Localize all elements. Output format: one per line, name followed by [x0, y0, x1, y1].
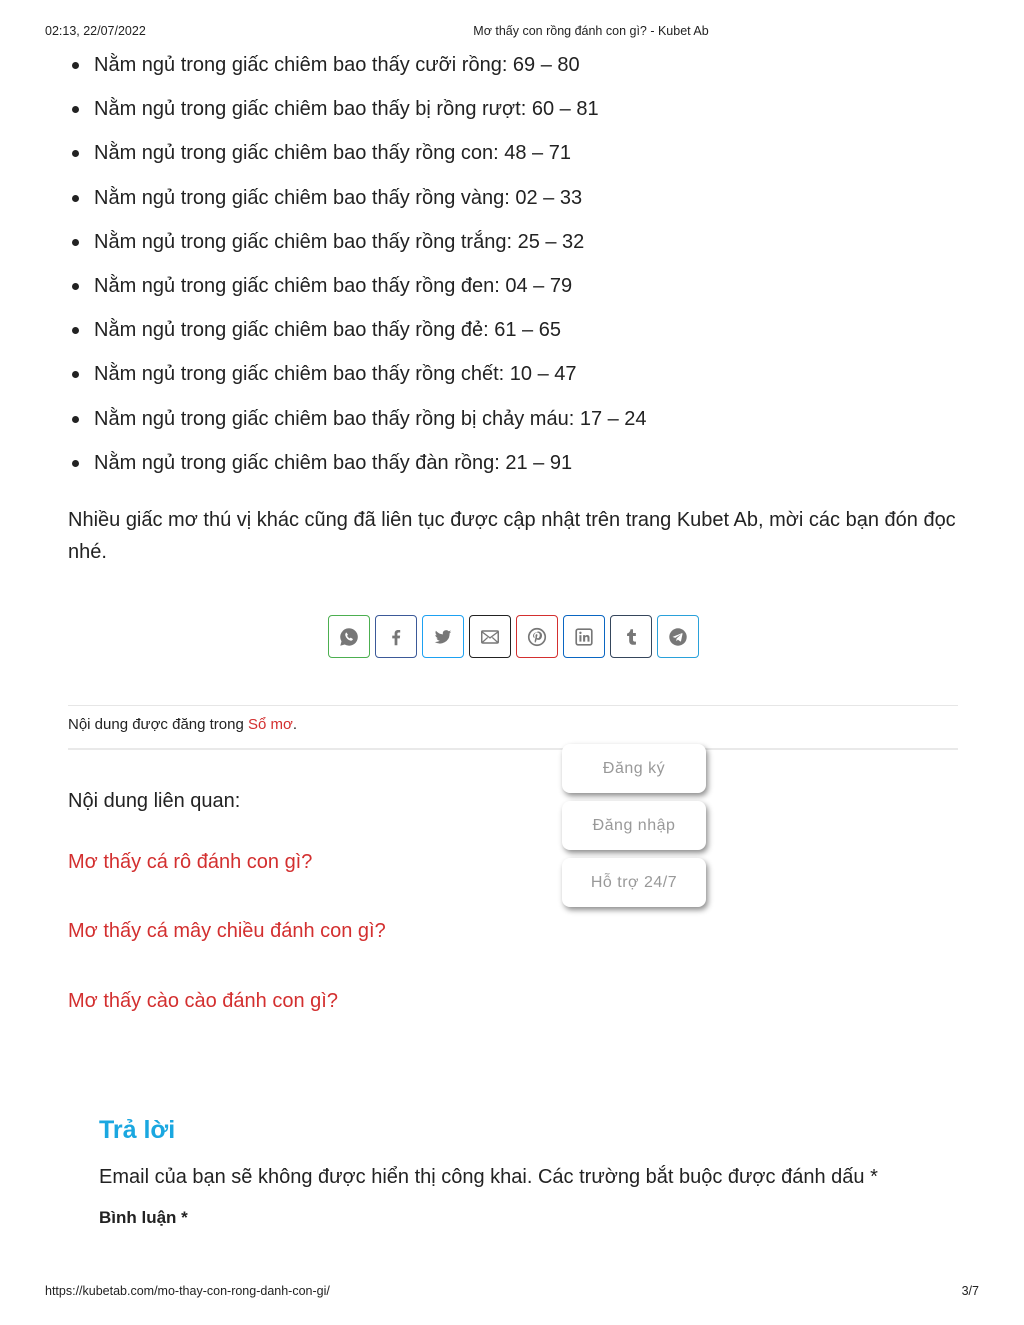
share-email-button[interactable] — [469, 615, 511, 658]
print-url: https://kubetab.com/mo-thay-con-rong-danh-con-gi/ — [45, 1284, 330, 1298]
linkedin-icon — [573, 626, 595, 648]
print-page-title: Mơ thấy con rồng đánh con gì? - Kubet Ab — [473, 24, 709, 38]
print-datetime: 02:13, 22/07/2022 — [45, 24, 146, 38]
list-item: Nằm ngủ trong giấc chiêm bao thấy rồng trắng: 25 – 32 — [68, 225, 968, 269]
register-button[interactable]: Đăng ký — [562, 744, 706, 793]
share-pinterest-button[interactable] — [516, 615, 558, 658]
divider — [68, 748, 958, 750]
telegram-icon — [667, 626, 689, 648]
twitter-icon — [432, 626, 454, 648]
related-link[interactable]: Mơ thấy cá mây chiều đánh con gì? — [68, 920, 386, 942]
comment-label: Bình luận * — [99, 1208, 188, 1227]
share-tumblr-button[interactable] — [610, 615, 652, 658]
posted-in-prefix: Nội dung được đăng trong — [68, 716, 248, 733]
list-item: Nằm ngủ trong giấc chiêm bao thấy cưỡi rồng: 69 – 80 — [68, 48, 968, 92]
posted-in — [68, 716, 297, 733]
share-twitter-button[interactable] — [422, 615, 464, 658]
reply-note: Email của bạn sẽ không được hiển thị công khai. Các trường bắt buộc được đánh dấu * — [99, 1166, 878, 1188]
share-telegram-button[interactable] — [657, 615, 699, 658]
tumblr-icon — [620, 626, 642, 648]
share-linkedin-button[interactable] — [563, 615, 605, 658]
list-item: Nằm ngủ trong giấc chiêm bao thấy rồng con: 48 – 71 — [68, 136, 968, 180]
category-link[interactable]: Sổ mơ — [248, 716, 293, 733]
posted-in-suffix: . — [292, 716, 298, 733]
related-title: Nội dung liên quan: — [68, 790, 241, 812]
share-whatsapp-button[interactable] — [328, 615, 370, 658]
support-button[interactable]: Hỗ trợ 24/7 — [562, 858, 706, 907]
list-item: Nằm ngủ trong giấc chiêm bao thấy rồng chết: 10 – 47 — [68, 357, 968, 401]
list-item: Nằm ngủ trong giấc chiêm bao thấy bị rồng rượt: 60 – 81 — [68, 92, 968, 136]
login-button[interactable]: Đăng nhập — [562, 801, 706, 850]
dream-number-list — [68, 48, 968, 490]
whatsapp-icon — [338, 626, 360, 648]
share-buttons — [328, 615, 699, 659]
divider — [68, 705, 958, 706]
closing-paragraph: Nhiều giấc mơ thú vị khác cũng đã liên tục được cập nhật trên trang Kubet Ab, mời các bạn đón đọc nhé. — [68, 509, 956, 563]
facebook-icon — [385, 626, 407, 648]
related-link[interactable]: Mơ thấy cá rô đánh con gì? — [68, 851, 313, 873]
related-link[interactable]: Mơ thấy cào cào đánh con gì? — [68, 990, 338, 1012]
list-item: Nằm ngủ trong giấc chiêm bao thấy rồng đen: 04 – 79 — [68, 269, 968, 313]
list-item: Nằm ngủ trong giấc chiêm bao thấy rồng bị chảy máu: 17 – 24 — [68, 402, 968, 446]
list-item: Nằm ngủ trong giấc chiêm bao thấy rồng vàng: 02 – 33 — [68, 181, 968, 225]
list-item: Nằm ngủ trong giấc chiêm bao thấy rồng đẻ: 61 – 65 — [68, 313, 968, 357]
pinterest-icon — [526, 626, 548, 648]
reply-title: Trả lời — [99, 1116, 176, 1144]
page-number: 3/7 — [961, 1284, 979, 1298]
print-footer — [0, 1284, 1024, 1302]
share-facebook-button[interactable] — [375, 615, 417, 658]
email-icon — [479, 626, 501, 648]
list-item: Nằm ngủ trong giấc chiêm bao thấy đàn rồng: 21 – 91 — [68, 446, 968, 490]
print-header — [0, 24, 1024, 42]
